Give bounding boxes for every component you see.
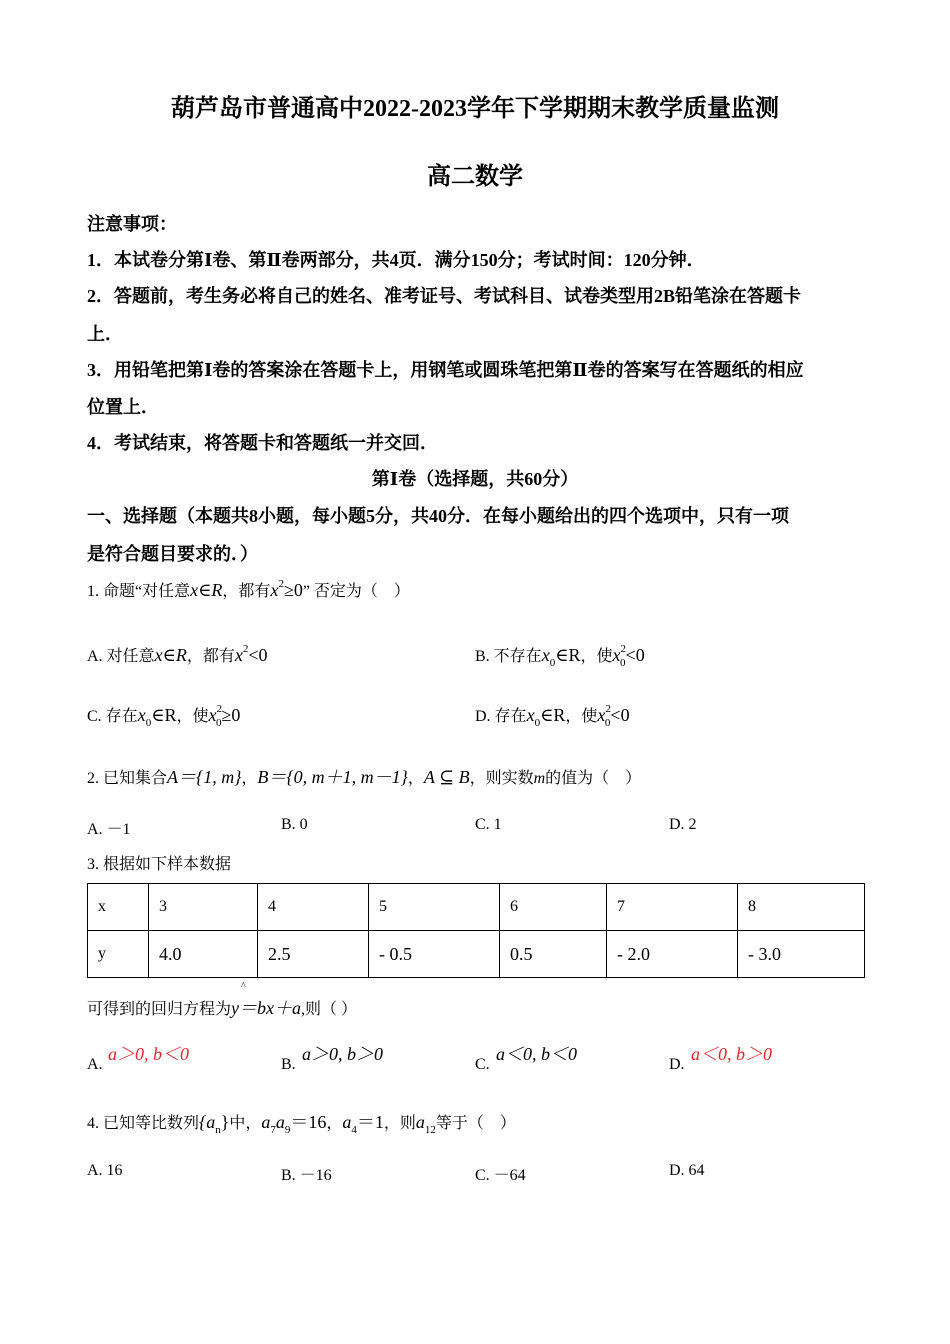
question-3-option-d-label: D. xyxy=(669,1056,685,1073)
question-1-option-d: D. 存在$x_0\in R$，使$x^2_0<0$ xyxy=(475,703,630,729)
exam-title: 葫芦岛市普通高中2022-2023学年下学期期末教学质量监测 xyxy=(171,96,779,122)
question-4-stem: 4. 已知等比数列$\{a_n\}$中，$a_7a_9=16$，$a_4=1$，则$a_{12}$等于（ ） xyxy=(87,1112,516,1136)
question-4-option-d: D. 64 xyxy=(669,1162,705,1179)
notice-heading: 注意事项： xyxy=(87,214,177,234)
question-4-option-c: C. －64 xyxy=(475,1167,526,1184)
question-3-option-d: a＜0, b＞0 xyxy=(691,1044,772,1064)
question-2-option-a: A. －1 xyxy=(87,821,131,838)
question-3-option-b-label: B. xyxy=(281,1056,296,1073)
section-heading-cont: 是符合题目要求的．） xyxy=(87,544,258,564)
table-cell: 2.5 xyxy=(258,931,369,978)
table-row xyxy=(88,931,865,978)
question-3-option-a: a＞0, b＜0 xyxy=(108,1044,189,1064)
question-2-option-b: B. 0 xyxy=(281,816,308,833)
question-4-option-a: A. 16 xyxy=(87,1162,123,1179)
notice-item-4: 4．考试结束，将答题卡和答题纸一并交回． xyxy=(87,433,438,453)
table-cell: 4 xyxy=(258,884,369,931)
question-3-option-c: a＜0, b＜0 xyxy=(496,1044,577,1064)
notice-item-3-cont: 位置上． xyxy=(87,397,159,417)
question-3-regression: 可得到的回归方程为y＝bx＋a,则（ ） xyxy=(87,998,358,1018)
question-1-option-b: B. 不存在$x_0\in R$，使$x^2_0<0$ xyxy=(475,643,645,669)
question-2-option-d: D. 2 xyxy=(669,816,697,833)
table-cell: 7 xyxy=(607,884,738,931)
table-cell: 4.0 xyxy=(149,931,258,978)
table-row xyxy=(88,884,865,931)
question-3-option-c-label: C. xyxy=(475,1056,490,1073)
question-3-stem: 3. 根据如下样本数据 xyxy=(87,856,232,873)
table-cell: 5 xyxy=(369,884,500,931)
table-cell: - 0.5 xyxy=(369,931,500,978)
question-2-stem: 2. 已知集合A＝{1, m}，B＝{0, m＋1, m－1}，A ⊆ B，则实数m的值为（ ） xyxy=(87,767,642,787)
question-1-stem: 1. 命题“对任意x∈R，都有$x^2\ge 0$” 否定为（ ） xyxy=(87,578,410,600)
question-3-option-b: a＞0, b＞0 xyxy=(302,1044,383,1064)
sample-data-table xyxy=(87,883,865,978)
part1-heading: 第Ⅰ卷（选择题，共60分） xyxy=(371,469,579,489)
section-heading: 一、选择题（本题共8小题，每小题5分，共40分．在每小题给出的四个选项中，只有一项 xyxy=(87,506,789,526)
notice-item-1: 1．本试卷分第Ⅰ卷、第Ⅱ卷两部分，共4页．满分150分；考试时间：120分钟． xyxy=(87,250,705,270)
hat-mark: ^ xyxy=(241,981,246,992)
table-cell: x xyxy=(88,884,149,931)
table-cell: - 2.0 xyxy=(607,931,738,978)
table-cell: 6 xyxy=(500,884,607,931)
exam-subject: 高二数学 xyxy=(427,164,523,190)
question-2-option-c: C. 1 xyxy=(475,816,502,833)
table-cell: - 3.0 xyxy=(738,931,865,978)
notice-item-2: 2．答题前，考生务必将自己的姓名、准考证号、考试科目、试卷类型用2B铅笔涂在答题卡 xyxy=(87,286,802,306)
table-cell: 0.5 xyxy=(500,931,607,978)
table-cell: 3 xyxy=(149,884,258,931)
question-4-option-b: B. －16 xyxy=(281,1167,332,1184)
question-1-option-a: A. 对任意x∈R，都有$x^2<0$ xyxy=(87,643,268,665)
notice-item-2-cont: 上． xyxy=(87,324,123,344)
question-3-option-a-label: A. xyxy=(87,1056,103,1073)
notice-item-3: 3．用铅笔把第Ⅰ卷的答案涂在答题卡上，用钢笔或圆珠笔把第Ⅱ卷的答案写在答题纸的相应 xyxy=(87,360,804,380)
table-cell: y xyxy=(88,931,149,978)
question-1-option-c: C. 存在$x_0\in R$，使$x^2_0\ge 0$ xyxy=(87,703,241,729)
table-cell: 8 xyxy=(738,884,865,931)
